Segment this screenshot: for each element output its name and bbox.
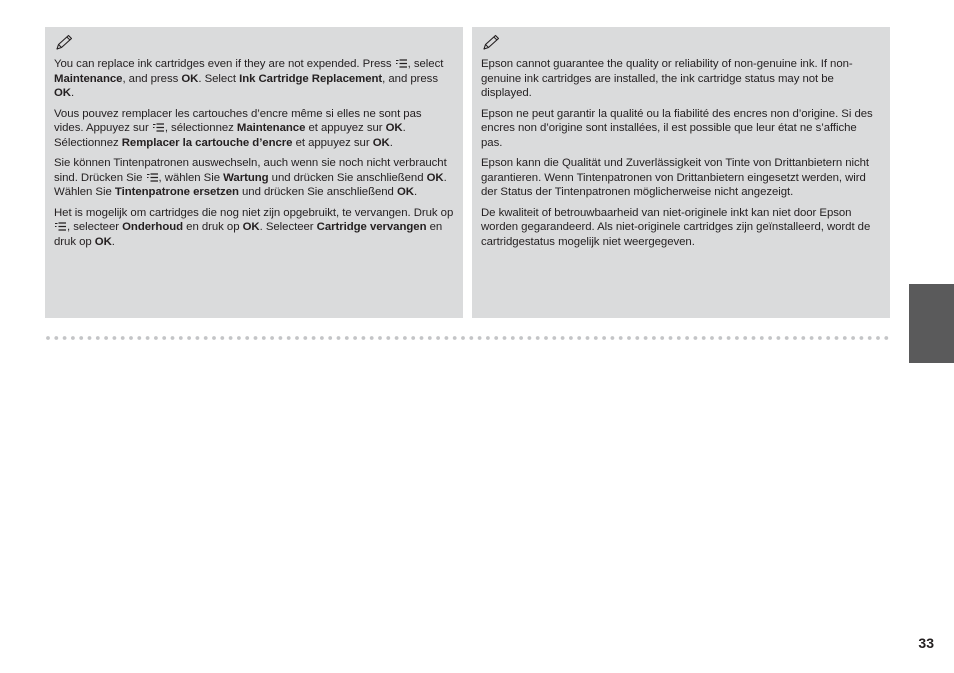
ok-button-label: OK (94, 235, 112, 248)
separator-dot (420, 336, 424, 340)
separator-dot (179, 336, 183, 340)
separator-dot (694, 336, 698, 340)
separator-dot (254, 336, 258, 340)
separator-dot (826, 336, 830, 340)
ok-button-label: OK (385, 122, 403, 134)
note-pencil-icon (54, 34, 74, 52)
menu-item-name: Ink Cartridge Replacement (239, 72, 383, 85)
separator-dot (469, 336, 473, 340)
separator-dot (270, 336, 274, 340)
ok-button-label: OK (242, 221, 260, 233)
separator-dot (395, 336, 399, 340)
separator-dot (345, 336, 349, 340)
separator-dot (801, 336, 805, 340)
separator-dot (96, 336, 100, 340)
separator-dot (868, 336, 872, 340)
separator-dot (611, 336, 615, 340)
separator-dot (851, 336, 855, 340)
separator-dot (743, 336, 747, 340)
separator-dot (860, 336, 864, 340)
separator-dot (320, 336, 324, 340)
separator-dot (818, 336, 822, 340)
menu-item-name: Cartridge vervangen (316, 221, 427, 233)
separator-dot (187, 336, 191, 340)
menu-item-name: Remplacer la cartouche d’encre (121, 136, 293, 149)
separator-dot (146, 336, 150, 340)
separator-dot (478, 336, 482, 340)
menu-item-name: Maintenance (54, 72, 123, 85)
menu-item-name: Onderhoud (122, 221, 184, 233)
separator-dot (486, 336, 490, 340)
separator-dot (328, 336, 332, 340)
menu-list-icon (55, 222, 66, 231)
ok-button-label: OK (54, 87, 71, 99)
separator-dot (835, 336, 839, 340)
separator-dot (237, 336, 241, 340)
paragraph-nl: De kwaliteit of betrouwbaarheid van niet-originele inkt kan niet door Epson worden gegarandeerd. Als niet-originele cartridges zijn geïnstalleerd, wordt de cartridgestatus mogelijk niet weergegeven. (481, 206, 871, 248)
separator-dot (88, 336, 92, 340)
separator-dot (212, 336, 216, 340)
separator-dot (544, 336, 548, 340)
separator-dot (137, 336, 141, 340)
separator-dot (511, 336, 515, 340)
separator-dot (635, 336, 639, 340)
separator-dot (337, 336, 341, 340)
separator-dot (370, 336, 374, 340)
separator-dot (768, 336, 772, 340)
separator-dot (129, 336, 133, 340)
separator-dot (710, 336, 714, 340)
separator-dot (436, 336, 440, 340)
separator-dot (154, 336, 158, 340)
separator-dot (586, 336, 590, 340)
separator-dot (569, 336, 573, 340)
separator-dot (445, 336, 449, 340)
separator-dot (353, 336, 357, 340)
separator-dot (386, 336, 390, 340)
separator-dot (245, 336, 249, 340)
separator-dot (453, 336, 457, 340)
separator-dot (295, 336, 299, 340)
separator-dot (121, 336, 125, 340)
separator-dot (702, 336, 706, 340)
separator-dot (669, 336, 673, 340)
separator-dot (279, 336, 283, 340)
separator-dot (79, 336, 83, 340)
separator-dot (785, 336, 789, 340)
ok-button-label: OK (372, 136, 390, 149)
paragraph-de: Epson kann die Qualität und Zuverlässigkeit von Tinte von Drittanbietern nicht garantieren. Wenn Tintenpatronen von Drittanbietern eingesetzt werden, wird der Status der Tintenpatronen möglicherweise nicht angezeigt. (481, 157, 870, 198)
separator-dot (735, 336, 739, 340)
section-side-tab (909, 284, 954, 363)
separator-dot (577, 336, 581, 340)
menu-item-name: Maintenance (236, 122, 306, 134)
separator-dot (594, 336, 598, 340)
separator-dot (519, 336, 523, 340)
separator-dot (777, 336, 781, 340)
separator-dot (652, 336, 656, 340)
separator-dot (162, 336, 166, 340)
paragraph-nl: Het is mogelijk om cartridges die nog niet zijn opgebruikt, te vervangen. Druk op , selecteer Onderhoud en druk op OK. Selecteer Cartridge vervangen en druk op OK. (54, 206, 454, 248)
separator-dot (229, 336, 233, 340)
separator-dot (627, 336, 631, 340)
separator-dot (602, 336, 606, 340)
separator-dot (619, 336, 623, 340)
separator-dot (494, 336, 498, 340)
ok-button-label: OK (181, 72, 199, 85)
separator-dot (204, 336, 208, 340)
separator-dot (411, 336, 415, 340)
separator-dot (718, 336, 722, 340)
separator-dot (503, 336, 507, 340)
separator-dot (220, 336, 224, 340)
separator-dot (46, 336, 50, 340)
separator-dot (113, 336, 117, 340)
separator-dot (884, 336, 888, 340)
paragraph-fr: Epson ne peut garantir la qualité ou la fiabilité des encres non d’origine. Si des encres non d’origine sont installées, il est possible que leur état ne s’affiche pas. (481, 107, 873, 149)
menu-list-icon (153, 123, 164, 132)
separator-dot (793, 336, 797, 340)
separator-dot (810, 336, 814, 340)
separator-dot (262, 336, 266, 340)
note-pencil-icon (481, 34, 501, 52)
separator-dot (876, 336, 880, 340)
dotted-separator (46, 335, 892, 341)
ok-button-label: OK (426, 171, 444, 184)
separator-dot (685, 336, 689, 340)
separator-dot (196, 336, 200, 340)
menu-item-name: Wartung (223, 171, 269, 184)
separator-dot (303, 336, 307, 340)
separator-dot (54, 336, 58, 340)
ok-button-label: OK (396, 186, 414, 198)
separator-dot (727, 336, 731, 340)
separator-dot (378, 336, 382, 340)
separator-dot (760, 336, 764, 340)
separator-dot (536, 336, 540, 340)
separator-dot (71, 336, 75, 340)
paragraph-de: Sie können Tintenpatronen auswechseln, auch wenn sie noch nicht verbraucht sind. Drücken Sie , wählen Sie Wartung und drücken Sie anschließend OK. Wählen Sie Tintenpatrone ersetzen und drücken Sie anschließend OK. (54, 157, 447, 198)
separator-dot (312, 336, 316, 340)
separator-dot (843, 336, 847, 340)
note-box-replace-cartridges (45, 27, 463, 318)
paragraph-en: You can replace ink cartridges even if they are not expended. Press , select Maintenance, and press OK. Select Ink Cartridge Replacement, and press OK. (54, 58, 444, 99)
separator-dot (403, 336, 407, 340)
separator-dot (171, 336, 175, 340)
separator-dot (752, 336, 756, 340)
separator-dot (287, 336, 291, 340)
separator-dot (561, 336, 565, 340)
note-box-non-genuine-ink (472, 27, 890, 318)
paragraph-en: Epson cannot guarantee the quality or reliability of non-genuine ink. If non-genuine ink cartridges are installed, the ink cartridge status may not be displayed. (481, 58, 853, 99)
separator-dot (644, 336, 648, 340)
separator-dot (362, 336, 366, 340)
separator-dot (528, 336, 532, 340)
separator-dot (677, 336, 681, 340)
menu-list-icon (147, 173, 158, 182)
menu-list-icon (396, 59, 407, 68)
separator-dot (461, 336, 465, 340)
page-number: 33 (918, 635, 934, 651)
separator-dot (552, 336, 556, 340)
separator-dot (660, 336, 664, 340)
separator-dot (428, 336, 432, 340)
paragraph-fr: Vous pouvez remplacer les cartouches d’encre même si elles ne sont pas vides. Appuyez sur , sélectionnez Maintenance et appuyez sur OK. Sélectionnez Remplacer la cartouche d’encre et appuyez sur OK. (54, 107, 422, 149)
separator-dot (104, 336, 108, 340)
separator-dot (63, 336, 67, 340)
menu-item-name: Tintenpatrone ersetzen (114, 186, 239, 198)
